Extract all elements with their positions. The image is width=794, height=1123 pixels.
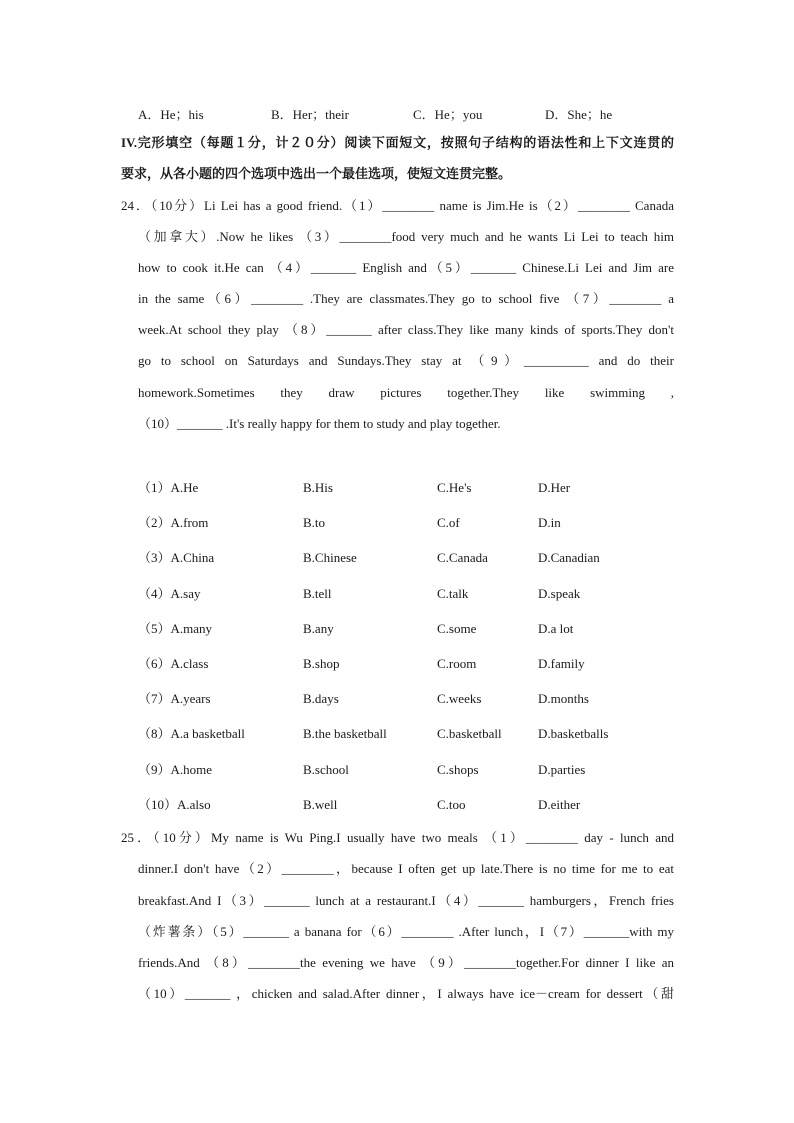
q24-5-option-a: （5）A.many (138, 621, 213, 636)
q24-2-option-d: D.in (538, 515, 561, 530)
prev-option-a: A．He；his (138, 107, 204, 122)
q24-7-option-a: （7）A.years (138, 691, 211, 706)
q25-passage-line-4: （炸薯条）（5）_______ a banana for（6）________ .After lunch，I（7）_______with my (138, 924, 674, 939)
q24-4-option-a: （4）A.say (138, 586, 201, 601)
q24-10-option-a: （10）A.also (138, 797, 211, 812)
q24-10-option-c: C.too (437, 797, 466, 812)
q24-3-option-c: C.Canada (437, 550, 488, 565)
q24-passage-line-3: how to cook it.He can （4）_______ English and（5）_______ Chinese.Li Lei and Jim are (138, 260, 674, 275)
q24-2-option-a: （2）A.from (138, 515, 209, 530)
q25-passage-line-1: 25．（10分）My name is Wu Ping.I usually have two meals （1）________ day - lunch and (121, 830, 674, 845)
q25-passage-line-2: dinner.I don't have（2）________，because I often get up late.There is no time for me to eat (138, 861, 674, 876)
q24-3-option-b: B.Chinese (303, 550, 357, 565)
q24-3-option-d: D.Canadian (538, 550, 600, 565)
q24-1-option-d: D.Her (538, 480, 571, 495)
q24-5-option-c: C.some (437, 621, 477, 636)
q24-6-option-b: B.shop (303, 656, 340, 671)
q24-3-option-a: （3）A.China (138, 550, 215, 565)
q24-9-option-a: （9）A.home (138, 762, 213, 777)
q24-8-option-b: B.the basketball (303, 726, 387, 741)
prev-option-c: C．He；you (413, 107, 483, 122)
q24-passage-line-8: （10）_______ .It's really happy for them to study and play together. (138, 416, 501, 431)
q24-8-option-d: D.basketballs (538, 726, 609, 741)
q24-8-option-a: （8）A.a basketball (138, 726, 245, 741)
q24-8-option-c: C.basketball (437, 726, 502, 741)
q24-7-option-c: C.weeks (437, 691, 482, 706)
q24-6-option-a: （6）A.class (138, 656, 209, 671)
q24-10-option-b: B.well (303, 797, 338, 812)
q24-passage-line-7: homework.Sometimes they draw pictures together.They like swimming , (138, 385, 674, 400)
section-4-instructions-line-2: 要求，从各小题的四个选项中选出一个最佳选项，使短文连贯完整。 (121, 166, 512, 181)
prev-option-d: D．She；he (545, 107, 613, 122)
q25-passage-line-6: （10）_______ ，chicken and salad.After dinner，I always have ice－cream for dessert（甜 (138, 986, 674, 1001)
q24-1-option-a: （1）A.He (138, 480, 199, 495)
q24-10-option-d: D.either (538, 797, 581, 812)
q24-9-option-b: B.school (303, 762, 349, 777)
q24-6-option-c: C.room (437, 656, 477, 671)
q24-7-option-b: B.days (303, 691, 339, 706)
q24-7-option-d: D.months (538, 691, 589, 706)
q24-6-option-d: D.family (538, 656, 585, 671)
q24-passage-line-4: in the same（6）________ .They are classmates.They go to school five （7）________ a (138, 291, 674, 306)
q24-4-option-b: B.tell (303, 586, 332, 601)
q24-1-option-b: B.His (303, 480, 333, 495)
q24-5-option-b: B.any (303, 621, 334, 636)
q24-1-option-c: C.He's (437, 480, 472, 495)
q24-2-option-c: C.of (437, 515, 460, 530)
q24-passage-line-5: week.At school they play （8）_______ after class.They like many kinds of sports.They don't (138, 322, 674, 337)
q24-4-option-c: C.talk (437, 586, 469, 601)
q24-4-option-d: D.speak (538, 586, 581, 601)
q25-passage-line-3: breakfast.And I（3）_______ lunch at a restaurant.I（4）_______ hamburgers，French fries (138, 893, 674, 908)
q24-passage-line-1: 24．（10分）Li Lei has a good friend.（1）________ name is Jim.He is（2）________ Canada (121, 198, 674, 213)
q24-9-option-c: C.shops (437, 762, 479, 777)
section-4-instructions-line-1: IV.完形填空（每题１分，计２０分）阅读下面短文，按照句子结构的语法性和上下文连贯的 (121, 135, 674, 150)
q25-passage-line-5: friends.And （8）________the evening we have （9）________together.For dinner I like an (138, 955, 674, 970)
q24-2-option-b: B.to (303, 515, 326, 530)
q24-5-option-d: D.a lot (538, 621, 574, 636)
prev-option-b: B．Her；their (271, 107, 349, 122)
q24-9-option-d: D.parties (538, 762, 586, 777)
q24-passage-line-6: go to school on Saturdays and Sundays.They stay at （9）__________ and do their (138, 353, 674, 368)
q24-passage-line-2: （加拿大）.Now he likes （3）________food very much and he wants Li Lei to teach him (138, 229, 674, 244)
